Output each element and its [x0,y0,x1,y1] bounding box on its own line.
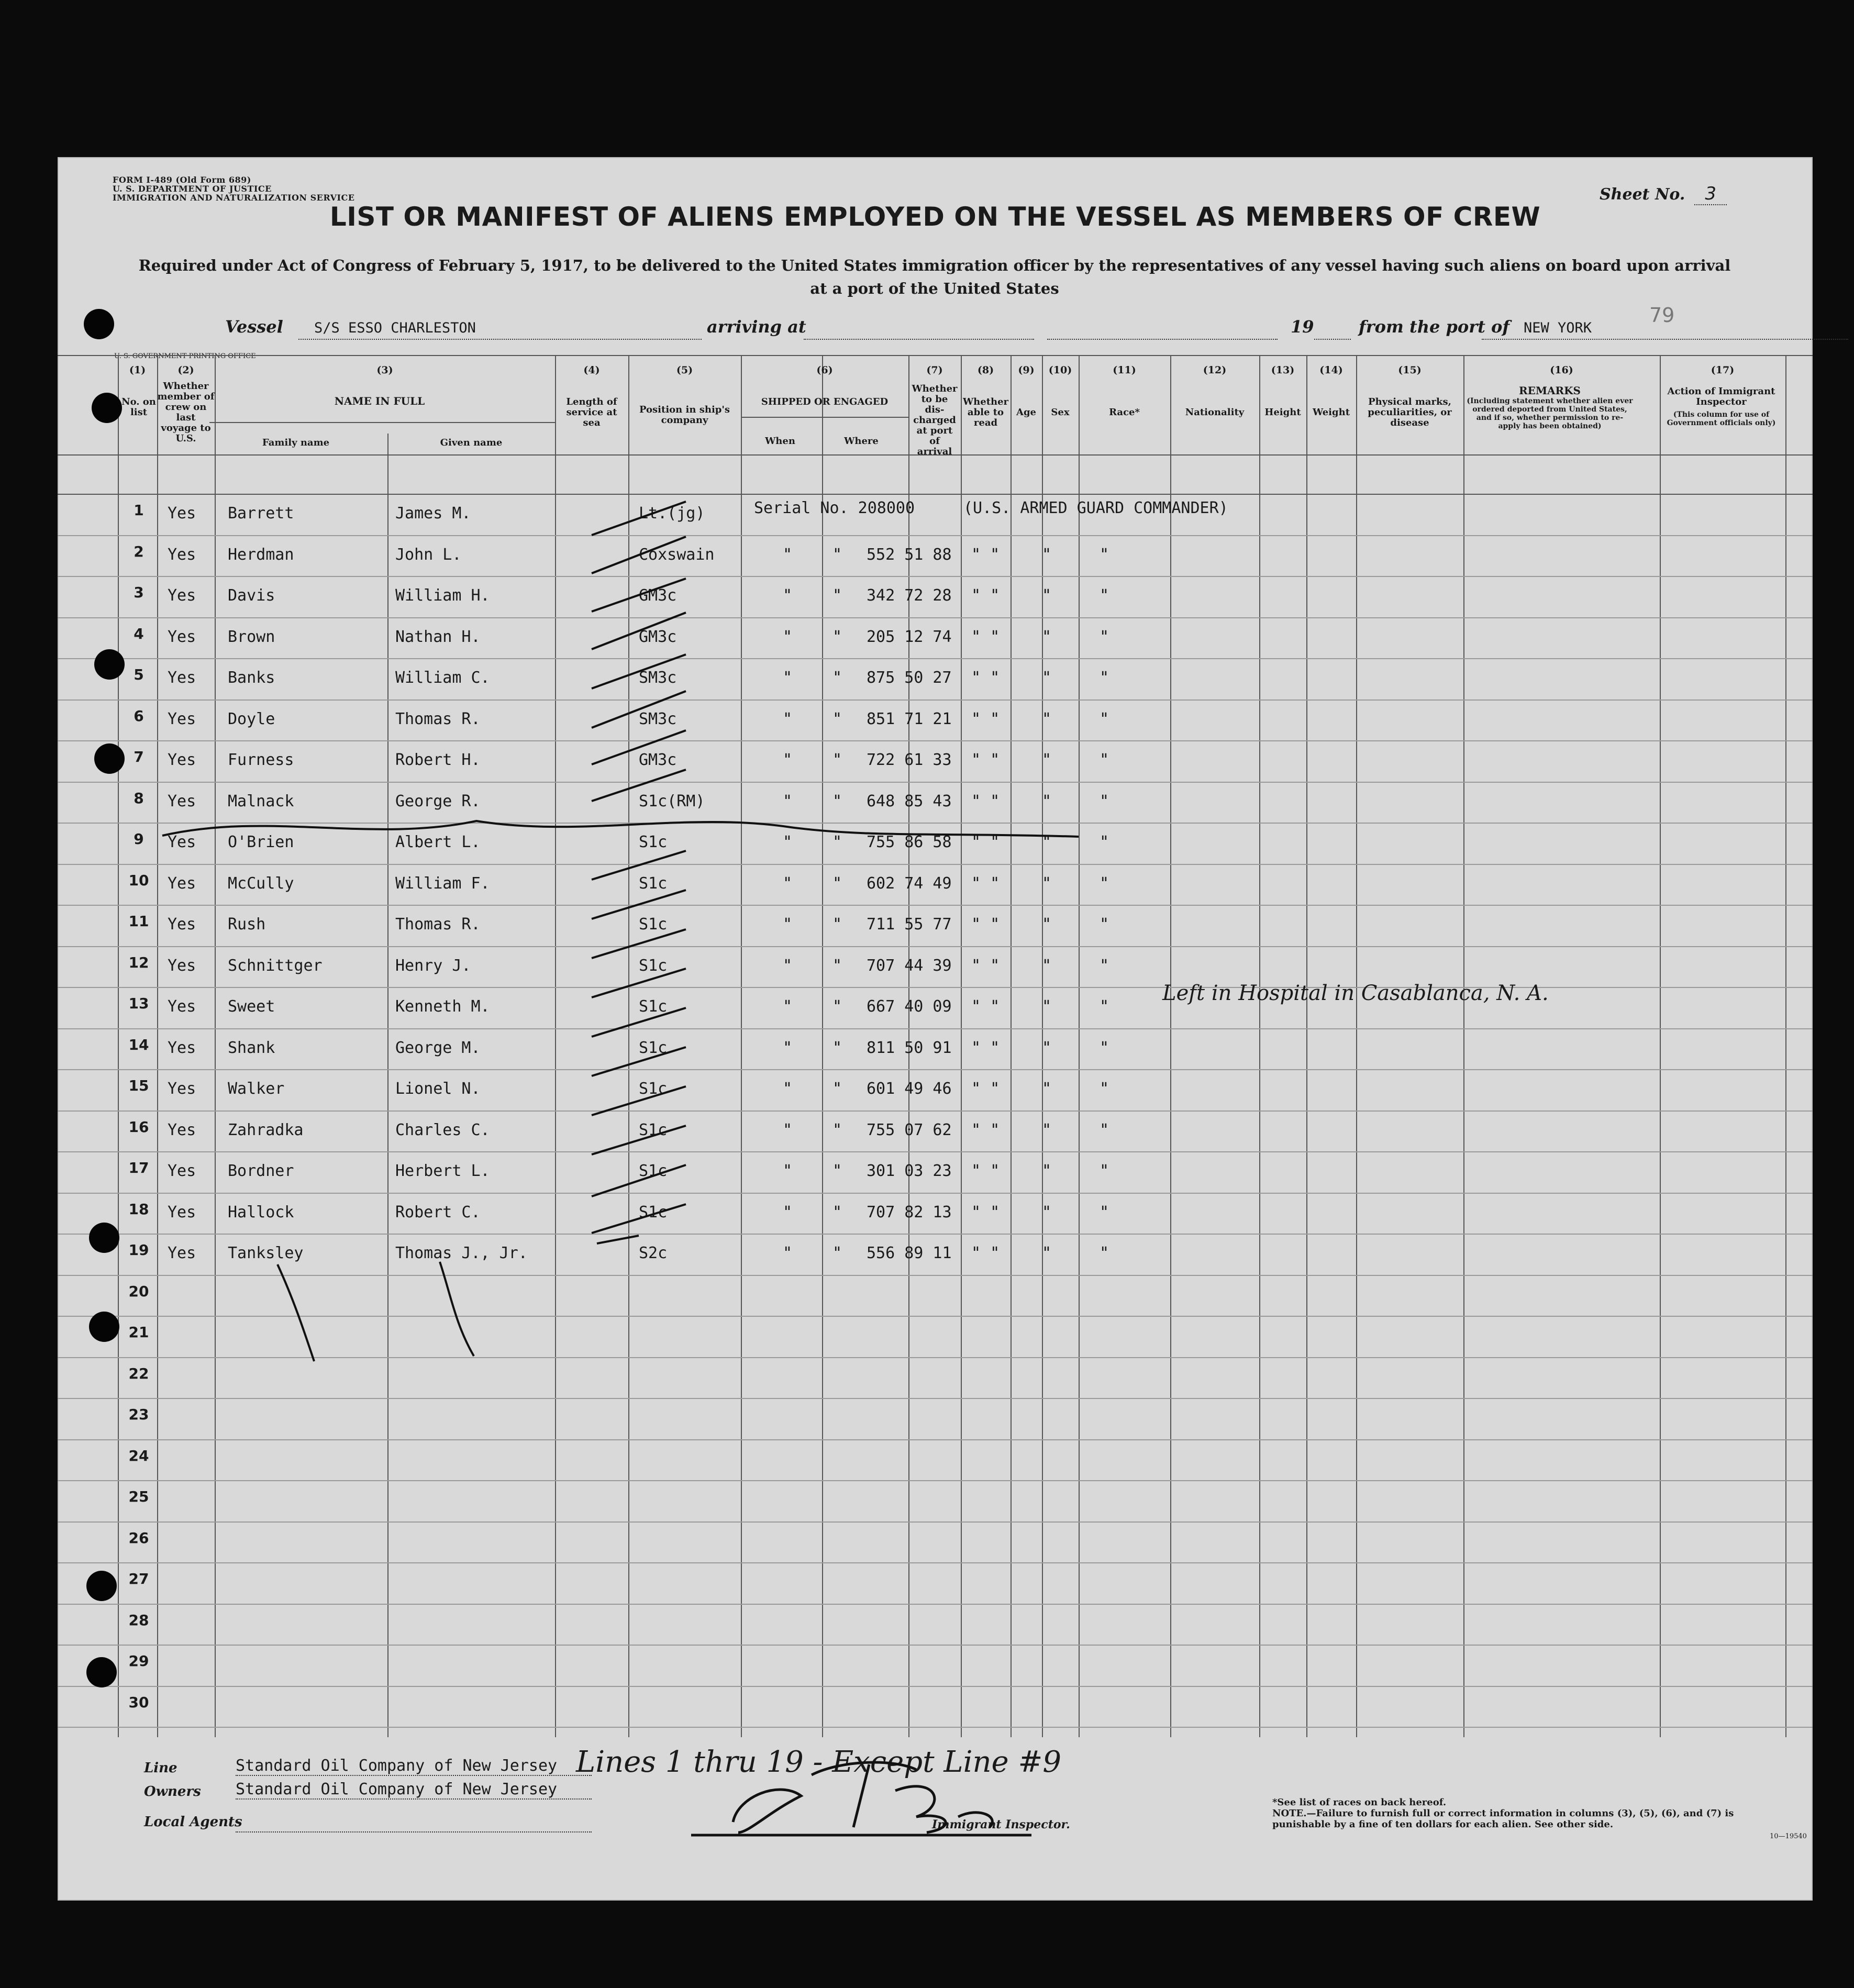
col-head-when: When [765,436,795,447]
row-number: 24 [128,1447,149,1464]
handwritten-lines-note: Lines 1 thru 19 - Except Line #9 [576,1745,1062,1779]
cell-member: Yes [168,997,196,1016]
cell-able: " " [971,545,1000,564]
cell-sex: " [1042,792,1052,810]
col-head-no: No. on list [121,396,156,418]
cell-able: " " [971,1244,1000,1262]
cell-sex: " [1042,915,1052,934]
cell-when: " [783,709,793,728]
binder-hole [94,649,125,680]
row-number: 20 [128,1282,149,1300]
row-number: 26 [128,1529,149,1547]
row-number: 8 [134,789,144,807]
cell-number: 707 82 13 [867,1203,952,1221]
row-number: 18 [128,1200,149,1218]
cell-given: Thomas R. [395,915,481,934]
cell-where: " [832,545,842,564]
cell-sex: " [1042,1162,1052,1180]
cell-when: " [783,545,793,564]
cell-able: " " [971,1162,1000,1180]
cell-member: Yes [168,1120,196,1139]
cell-where: " [832,792,842,810]
cell-number: 602 74 49 [867,874,952,893]
cell-sex: " [1042,545,1052,564]
cell-race: " [1100,709,1109,728]
cell-where: " [832,833,842,851]
cell-race: " [1100,751,1109,769]
column-number: (13) [1271,364,1295,376]
column-number: (6) [816,364,833,376]
cell-race: " [1100,1162,1109,1180]
cell-member: Yes [168,833,196,851]
cell-position: S1c [639,915,668,934]
cell-given: Herbert L. [395,1162,490,1180]
cell-member: Yes [168,545,196,564]
row-number: 5 [134,666,144,683]
col-head-shipped: SHIPPED OR ENGAGED [761,396,889,407]
pencil-mark: 79 [1649,304,1675,327]
cell-number: 707 44 39 [867,956,952,975]
cell-position: S1c [639,1162,668,1180]
cell-race: " [1100,627,1109,646]
row-number: 9 [134,830,144,848]
cell-member: Yes [168,915,196,934]
binder-hole [86,1571,117,1601]
cell-number: 851 71 21 [867,709,952,728]
check-marks [592,502,686,1243]
arriving-label: arriving at [707,317,806,337]
binder-hole [86,1657,117,1687]
cell-sex: " [1042,1080,1052,1098]
cell-member: Yes [168,792,196,810]
cell-where: " [832,997,842,1016]
cell-where: " [832,1162,842,1180]
cell-position: SM3c [639,709,677,728]
binder-hole [84,309,114,339]
cell-sex: " [1042,669,1052,687]
cell-able: " " [971,627,1000,646]
sheet-no-label: Sheet No. [1600,185,1685,204]
cell-when: " [783,792,793,810]
binder-hole [89,1312,119,1342]
inspector-label: Immigrant Inspector. [932,1818,1070,1831]
cell-race: " [1100,1080,1109,1098]
cell-sex: " [1042,1203,1052,1221]
print-number: 10—19540 [1770,1832,1807,1840]
cell-race: " [1100,1120,1109,1139]
cell-able: " " [971,833,1000,851]
cell-member: Yes [168,1080,196,1098]
cell-number: 556 89 11 [867,1244,952,1262]
col-head-member: Whether member of crew on last voyage to U.S. [157,381,215,444]
row-number: 6 [134,707,144,725]
cell-position: S1c [639,1120,668,1139]
cell-race: " [1100,833,1109,851]
column-number: (11) [1113,364,1136,376]
cell-position: SM3c [639,669,677,687]
row-number: 22 [128,1364,149,1382]
cell-where: " [832,1038,842,1057]
cell-able: " " [971,997,1000,1016]
column-number: (1) [129,364,146,376]
cell-when: " [783,956,793,975]
cell-when: " [783,751,793,769]
row9-remark: Left in Hospital in Casablanca, N. A. [1162,981,1549,1005]
cell-position: Coxswain [639,545,715,564]
row-number: 30 [128,1693,149,1711]
cell-number: 875 50 27 [867,669,952,687]
footnote-penalty: NOTE.—Failure to furnish full or correct information in columns (3), (5), (6), and (7) is punishable by a fine of ten dollars for each alien. See other side. [1272,1808,1734,1830]
cell-given: Charles C. [395,1120,490,1139]
ditto-stroke-given [440,1262,474,1356]
cell-where: " [832,1120,842,1139]
form-id-line: IMMIGRATION AND NATURALIZATION SERVICE [113,193,355,203]
cell-when: " [783,1162,793,1180]
cell-position: S1c [639,874,668,893]
cell-sex: " [1042,709,1052,728]
cell-where: " [832,915,842,934]
row-number: 28 [128,1611,149,1629]
column-number: (5) [676,364,693,376]
cell-family: Herdman [228,545,294,564]
agents-label: Local Agents [144,1814,242,1830]
cell-able: " " [971,1203,1000,1221]
cell-family: Rush [228,915,266,934]
cell-position: S1c [639,1203,668,1221]
cell-where: " [832,709,842,728]
cell-member: Yes [168,874,196,893]
from-port-value: NEW YORK [1524,320,1592,336]
cell-able: " " [971,709,1000,728]
sheet-no-value: 3 [1694,183,1727,205]
manifest-sheet [58,157,1813,1901]
cell-able: " " [971,1120,1000,1139]
cell-position: GM3c [639,627,677,646]
column-number: (17) [1711,364,1735,376]
cell-sex: " [1042,1038,1052,1057]
form-id-line: FORM I-489 (Old Form 689) [113,175,251,185]
row-number: 7 [134,748,144,765]
cell-able: " " [971,586,1000,605]
column-number: (7) [926,364,943,376]
cell-when: " [783,915,793,934]
cell-member: Yes [168,956,196,975]
cell-family: Malnack [228,792,294,810]
cell-able: " " [971,956,1000,975]
col-head-read: Whether able to read [962,396,1009,428]
row-number: 21 [128,1324,149,1341]
col-head-name: NAME IN FULL [334,395,425,407]
cell-where: " [832,627,842,646]
row-number: 23 [128,1406,149,1423]
cell-race: " [1100,792,1109,810]
from-port-label: from the port of [1359,317,1510,337]
cell-position: S1c [639,997,668,1016]
cell-able: " " [971,874,1000,893]
cell-able: " " [971,1038,1000,1057]
row-number: 16 [128,1118,149,1136]
cell-position: S1c [639,833,668,851]
cell-member: Yes [168,1244,196,1262]
cell-race: " [1100,874,1109,893]
cell-sex: " [1042,1244,1052,1262]
cell-given: James M. [395,504,471,523]
col-head-position: Position in ship's company [639,404,730,426]
col-head-physical: Physical marks, peculiarities, or disease [1368,396,1452,428]
cell-where: " [832,874,842,893]
row-number: 25 [128,1488,149,1505]
cell-race: " [1100,1038,1109,1057]
column-number: (14) [1319,364,1343,376]
cell-extra: (U.S. ARMED GUARD COMMANDER) [963,499,1228,517]
cell-sex: " [1042,997,1052,1016]
cell-sex: " [1042,1120,1052,1139]
column-number: (8) [977,364,994,376]
cell-able: " " [971,1080,1000,1098]
row-number: 11 [128,913,149,930]
cell-race: " [1100,1203,1109,1221]
column-number: (16) [1550,364,1573,376]
cell-when: " [783,1244,793,1262]
cell-given: George R. [395,792,481,810]
cell-member: Yes [168,709,196,728]
cell-position: S2c [639,1244,668,1262]
cell-where: " [832,586,842,605]
owners-label: Owners [144,1784,201,1800]
cell-given: William F. [395,874,490,893]
cell-member: Yes [168,586,196,605]
cell-sex: " [1042,627,1052,646]
cell-given: Thomas J., Jr. [395,1244,528,1262]
cell-family: Davis [228,586,275,605]
cell-member: Yes [168,1203,196,1221]
cell-given: William C. [395,669,490,687]
cell-family: Furness [228,751,294,769]
cell-given: Albert L. [395,833,481,851]
row-number: 1 [134,502,144,519]
ditto-stroke-family [277,1264,314,1361]
cell-position: Lt.(jg) [639,504,705,523]
col-head-remarks: REMARKS [1519,384,1581,397]
cell-number: 552 51 88 [867,545,952,564]
cell-when: Serial No. 208000 [754,499,915,517]
cell-when: " [783,1120,793,1139]
cell-when: " [783,1080,793,1098]
col-head-age: Age [1016,407,1036,418]
cell-where: " [832,1203,842,1221]
cell-member: Yes [168,504,196,523]
binder-hole [89,1223,119,1253]
cell-number: 342 72 28 [867,586,952,605]
cell-when: " [783,1203,793,1221]
cell-race: " [1100,1244,1109,1262]
cell-when: " [783,997,793,1016]
cell-number: 667 40 09 [867,997,952,1016]
column-number: (12) [1203,364,1227,376]
cell-race: " [1100,915,1109,934]
cell-position: GM3c [639,751,677,769]
cell-member: Yes [168,627,196,646]
cell-number: 301 03 23 [867,1162,952,1180]
cell-family: McCully [228,874,294,893]
binder-hole [92,393,122,423]
cell-when: " [783,586,793,605]
cell-member: Yes [168,751,196,769]
column-number: (3) [376,364,393,376]
col-head-discharged: Whether to be dis-charged at port of arrival [912,383,958,457]
cell-family: Bordner [228,1162,294,1180]
cell-given: John L. [395,545,462,564]
row9-strike-through [162,821,1079,837]
cell-given: Robert H. [395,751,481,769]
cell-family: Walker [228,1080,285,1098]
row-number: 29 [128,1652,149,1670]
cell-when: " [783,627,793,646]
col-head-race: Race* [1109,407,1140,418]
cell-race: " [1100,956,1109,975]
cell-family: Doyle [228,709,275,728]
cell-when: " [783,833,793,851]
cell-sex: " [1042,751,1052,769]
cell-number: 648 85 43 [867,792,952,810]
cell-able: " " [971,792,1000,810]
cell-number: 755 07 62 [867,1120,952,1139]
col-head-remarks-note: (Including statement whether alien ever ordered deported from United States, and if so, whether permission to re-apply has been obtained) [1467,397,1633,430]
row-number: 4 [134,625,144,642]
cell-member: Yes [168,1038,196,1057]
cell-family: Schnittger [228,956,323,975]
binder-hole [94,743,125,774]
cell-number: 601 49 46 [867,1080,952,1098]
cell-when: " [783,874,793,893]
owners-value: Standard Oil Company of New Jersey [236,1780,592,1800]
column-number: (4) [583,364,600,376]
cell-given: Henry J. [395,956,471,975]
col-head-where: Where [844,436,879,447]
column-number: (10) [1048,364,1072,376]
col-head-height: Height [1264,407,1301,418]
cell-given: Robert C. [395,1203,481,1221]
line-value: Standard Oil Company of New Jersey [236,1757,592,1776]
cell-where: " [832,1244,842,1262]
cell-when: " [783,669,793,687]
page-subtitle: Required under Act of Congress of February 5, 1917, to be delivered to the United States immigration officer by the representatives of any vessel having such aliens on board upon arrival at a port of the United States [138,257,1731,297]
row-number: 13 [128,995,149,1012]
column-number: (9) [1018,364,1035,376]
form-id-line: U. S. DEPARTMENT OF JUSTICE [113,184,272,194]
cell-given: George M. [395,1038,481,1057]
col-head-sex: Sex [1051,407,1070,418]
col-head-length: Length of service at sea [566,396,617,428]
cell-where: " [832,669,842,687]
cell-family: Banks [228,669,275,687]
cell-sex: " [1042,874,1052,893]
row-number: 17 [128,1159,149,1176]
col-head-given: Given name [440,437,503,448]
footnote-races: *See list of races on back hereof. [1272,1797,1447,1808]
col-head-weight: Weight [1312,407,1350,418]
cell-given: William H. [395,586,490,605]
cell-able: " " [971,751,1000,769]
row-number: 14 [128,1036,149,1053]
col-head-action-note: (This column for use of Government officials only) [1667,410,1776,427]
cell-when: " [783,1038,793,1057]
cell-family: Shank [228,1038,275,1057]
cell-family: Brown [228,627,275,646]
cell-position: GM3c [639,586,677,605]
line-label: Line [144,1760,177,1776]
cell-sex: " [1042,956,1052,975]
cell-position: S1c [639,1038,668,1057]
row-number: 10 [128,871,149,889]
cell-family: Zahradka [228,1120,304,1139]
row-number: 19 [128,1241,149,1259]
year-label: 19 [1291,317,1314,337]
printer-line: U. S. GOVERNMENT PRINTING OFFICE [114,352,256,360]
cell-number: 722 61 33 [867,751,952,769]
column-number: (15) [1398,364,1422,376]
cell-family: Barrett [228,504,294,523]
cell-given: Nathan H. [395,627,481,646]
row-number: 12 [128,953,149,971]
cell-number: 755 86 58 [867,833,952,851]
cell-race: " [1100,997,1109,1016]
row-number: 27 [128,1570,149,1587]
cell-position: S1c [639,1080,668,1098]
col-head-family: Family name [262,437,330,448]
cell-number: 811 50 91 [867,1038,952,1057]
cell-where: " [832,956,842,975]
col-head-nationality: Nationality [1185,407,1245,418]
cell-number: 205 12 74 [867,627,952,646]
cell-where: " [832,1080,842,1098]
cell-given: Kenneth M. [395,997,490,1016]
cell-given: Lionel N. [395,1080,481,1098]
page-title: LIST OR MANIFEST OF ALIENS EMPLOYED ON THE VESSEL AS MEMBERS OF CREW [329,202,1541,232]
row-number: 2 [134,542,144,560]
cell-family: Tanksley [228,1244,304,1262]
cell-member: Yes [168,669,196,687]
cell-race: " [1100,669,1109,687]
cell-able: " " [971,669,1000,687]
cell-position: S1c [639,956,668,975]
row-number: 3 [134,584,144,601]
cell-family: O'Brien [228,833,294,851]
column-number: (2) [177,364,194,376]
cell-position: S1c(RM) [639,792,705,810]
cell-member: Yes [168,1162,196,1180]
cell-race: " [1100,586,1109,605]
inspector-signature [691,1762,1031,1835]
cell-able: " " [971,915,1000,934]
cell-where: " [832,751,842,769]
cell-family: Hallock [228,1203,294,1221]
col-head-action: Action of Immigrant Inspector [1667,386,1775,407]
handwriting-overlay [58,157,1813,1901]
row-number: 15 [128,1077,149,1094]
cell-given: Thomas R. [395,709,481,728]
vessel-label: Vessel [225,317,283,337]
cell-race: " [1100,545,1109,564]
cell-number: 711 55 77 [867,915,952,934]
cell-sex: " [1042,833,1052,851]
vessel-name: S/S ESSO CHARLESTON [314,320,476,336]
cell-sex: " [1042,586,1052,605]
cell-family: Sweet [228,997,275,1016]
